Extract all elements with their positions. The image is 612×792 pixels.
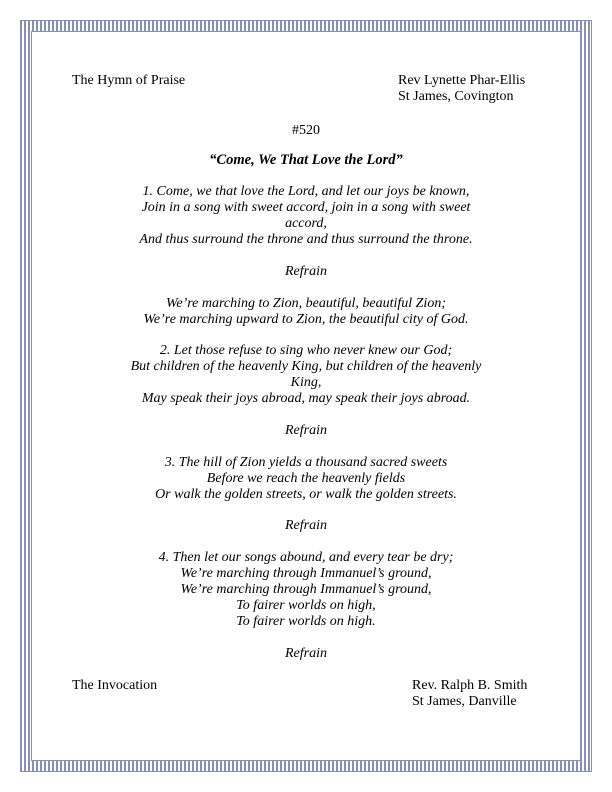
verse-2-line: King, [290,375,322,390]
refrain-line: We’re marching to Zion, beautiful, beautiful Zion; [166,296,446,311]
leader-church: St James, Covington [398,89,514,104]
leader-church: St James, Danville [412,694,517,709]
refrain-label: Refrain [285,423,327,438]
verse-3-line: Or walk the golden streets, or walk the golden streets. [155,487,457,502]
refrain-label: Refrain [285,518,327,533]
verse-2-line: But children of the heavenly King, but children of the heavenly [130,359,482,374]
verse-1-line: accord, [285,216,327,231]
verse-3-line: Before we reach the heavenly fields [206,471,406,486]
hymn-number: #520 [292,123,320,138]
refrain-label: Refrain [285,264,327,279]
verse-1-line: And thus surround the throne and thus surround the throne. [139,232,473,247]
leader-name: Rev. Ralph B. Smith [412,678,528,693]
verse-1-line: 1. Come, we that love the Lord, and let our joys be known, [142,184,470,199]
verse-4-line: 4. Then let our songs abound, and every tear be dry; [158,550,454,565]
verse-3-line: 3. The hill of Zion yields a thousand sacred sweets [164,455,448,470]
verse-4-line: To fairer worlds on high. [236,614,376,629]
leader-name: Rev Lynette Phar-Ellis [398,73,526,88]
verse-1-line: Join in a song with sweet accord, join in a song with sweet [141,200,471,215]
verse-2-line: May speak their joys abroad, may speak their joys abroad. [141,391,471,406]
refrain-line: We’re marching upward to Zion, the beautiful city of God. [143,312,469,327]
hymn-title: “Come, We That Love the Lord” [209,152,403,168]
verse-4-line: We’re marching through Immanuel’s ground, [180,566,432,581]
section-title: The Hymn of Praise [72,73,186,88]
refrain-label: Refrain [285,646,327,661]
verse-2-line: 2. Let those refuse to sing who never knew our God; [159,343,453,358]
verse-4-line: To fairer worlds on high, [236,598,376,613]
verse-4-line: We’re marching through Immanuel’s ground, [180,582,432,597]
section-title: The Invocation [72,678,158,693]
